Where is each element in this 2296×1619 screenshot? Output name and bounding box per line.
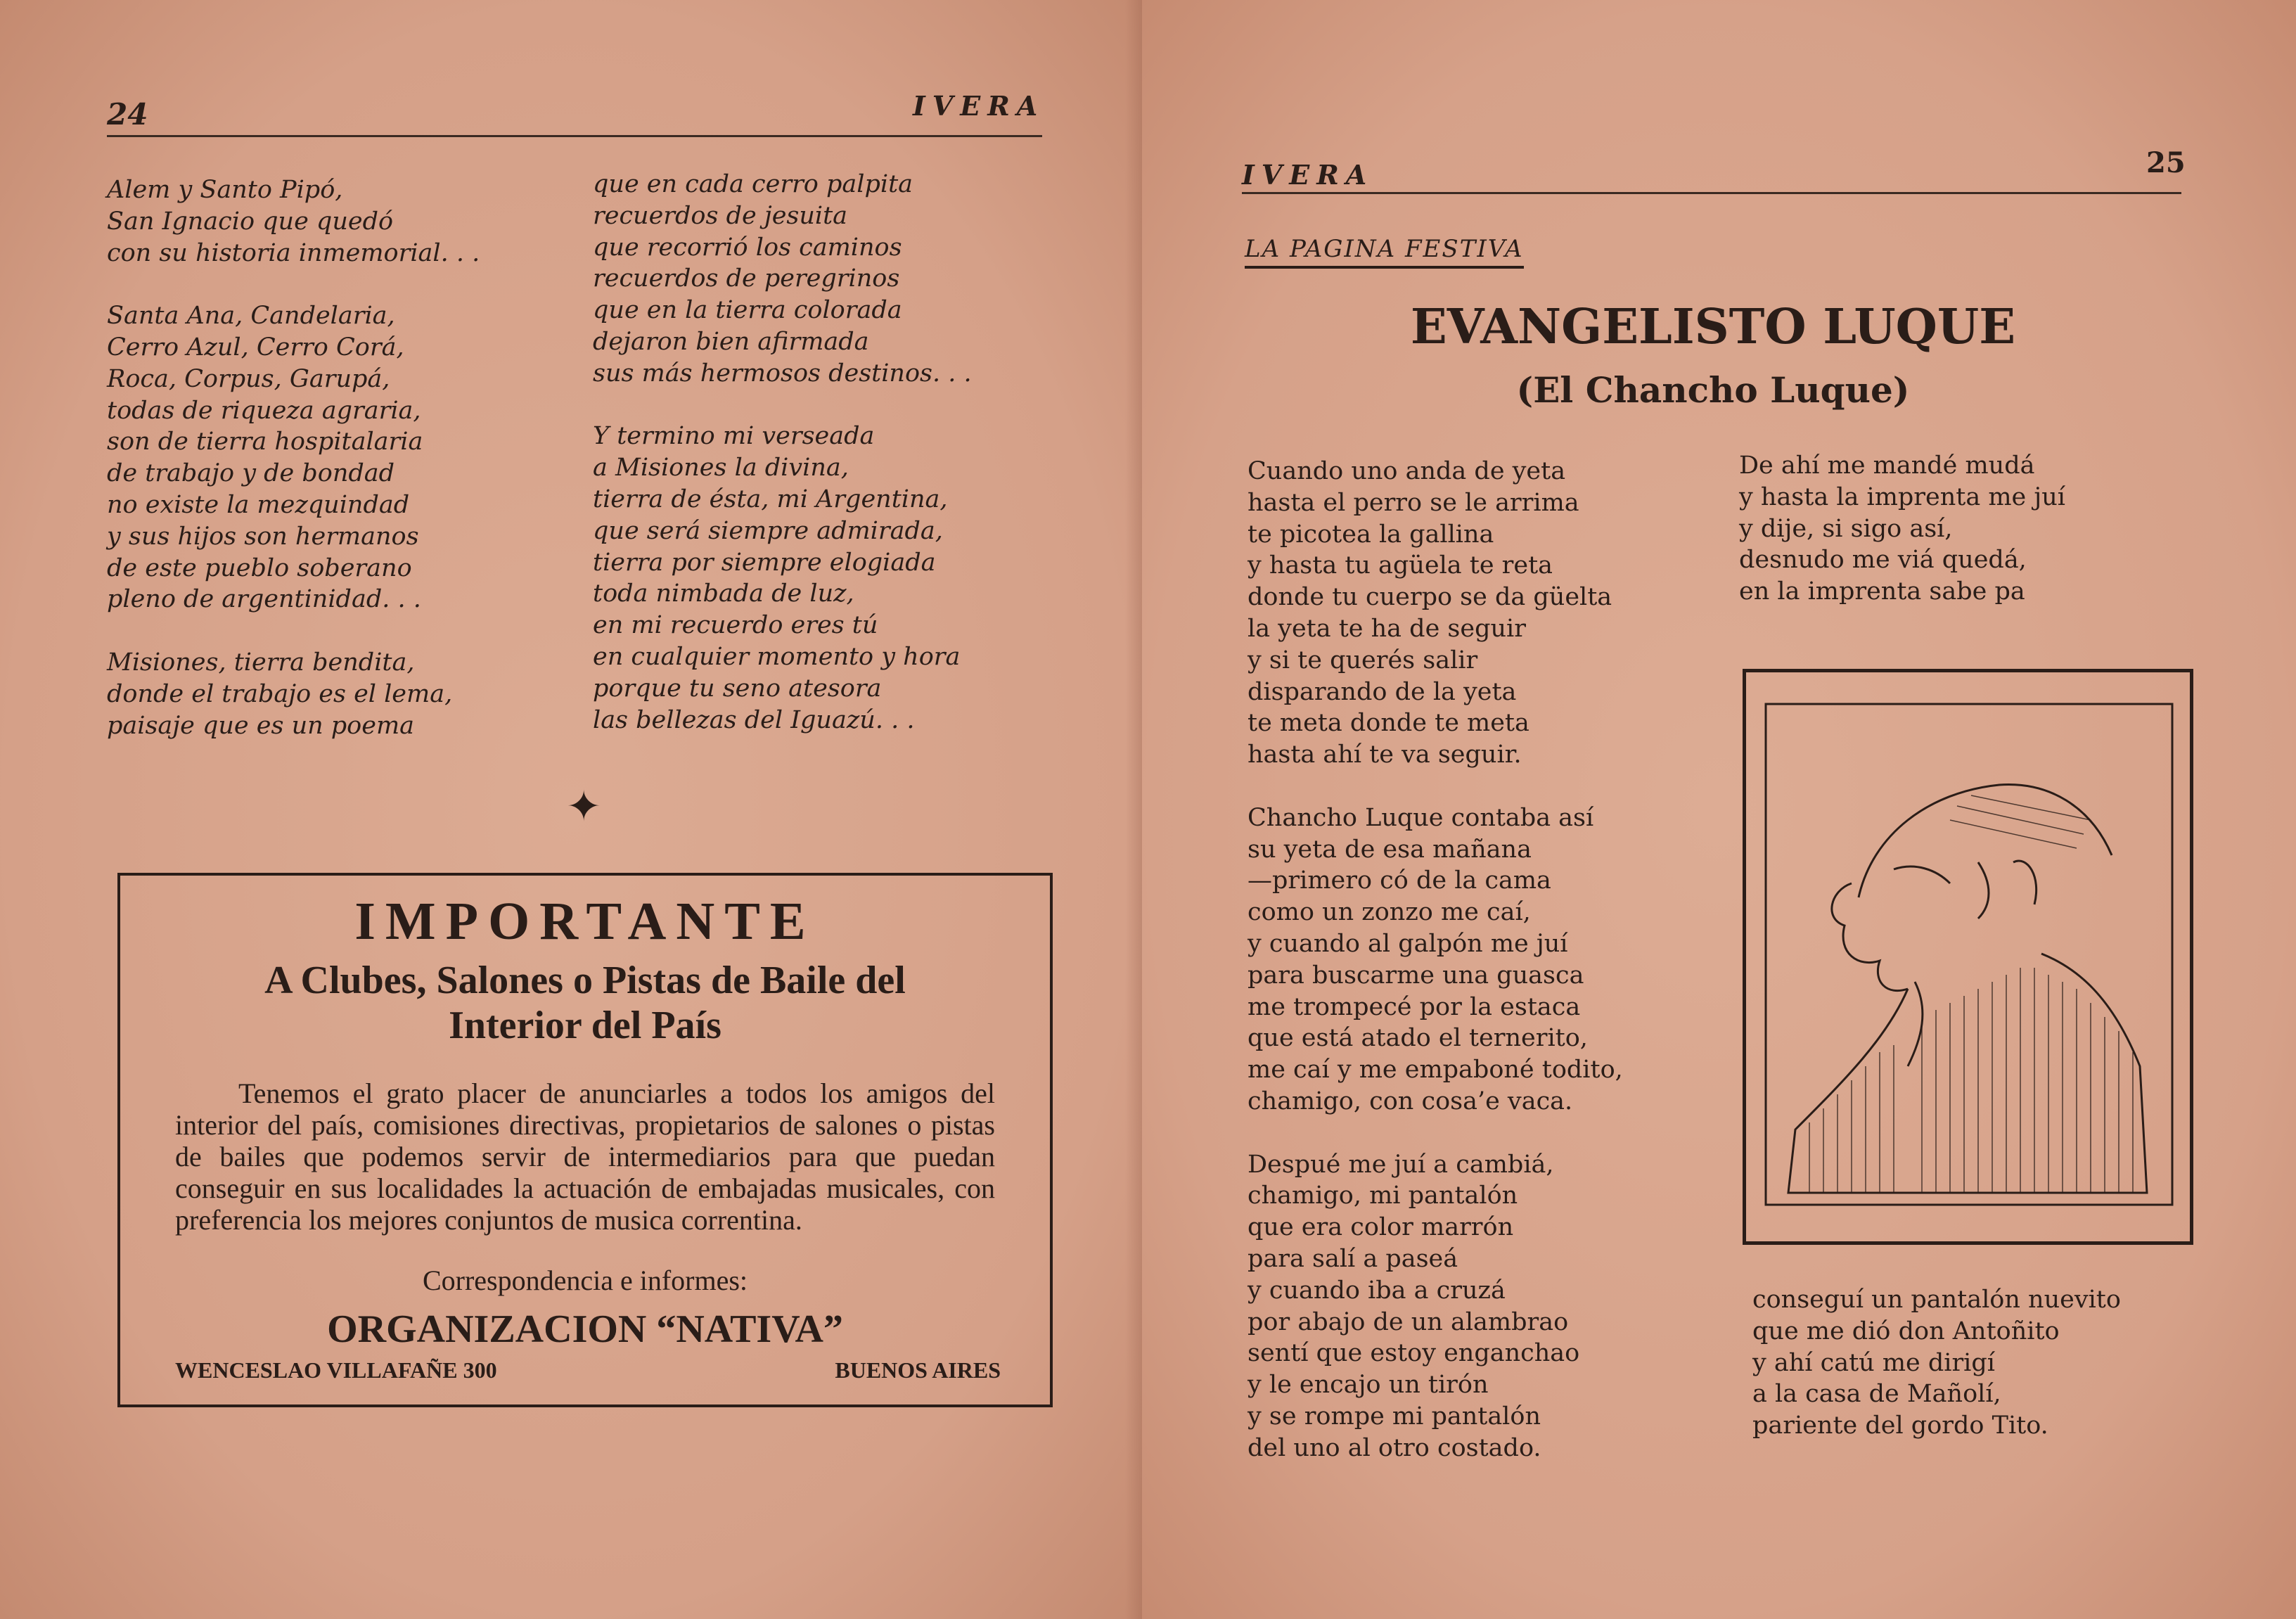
verse-line: pariente del gordo Tito. bbox=[1752, 1412, 2048, 1440]
verse-line: y si te querés salir bbox=[1248, 646, 1478, 674]
magazine-header: IVERA bbox=[1242, 159, 1374, 191]
ad-city: BUENOS AIRES bbox=[835, 1357, 1001, 1383]
verse-line: en cualquier momento y hora bbox=[593, 642, 961, 671]
verse-line: recuerdos de jesuita bbox=[593, 201, 848, 230]
verse-line: Chancho Luque contaba así bbox=[1248, 803, 1594, 832]
verse-line: tierra de ésta, mi Argentina, bbox=[593, 485, 948, 513]
verse-line: recuerdos de peregrinos bbox=[593, 264, 900, 293]
article-subtitle: (El Chancho Luque) bbox=[1516, 369, 1910, 411]
ad-organization: ORGANIZACION “NATIVA” bbox=[327, 1307, 843, 1351]
caricature-frame bbox=[1743, 669, 2193, 1245]
poem-column-1 bbox=[107, 174, 480, 741]
verse-line: de trabajo y de bondad bbox=[107, 459, 395, 488]
verse-line: que me dió don Antoñito bbox=[1752, 1317, 2060, 1345]
verse-line: De ahí me mandé mudá bbox=[1739, 452, 2035, 480]
ad-body: Tenemos el grato placer de anunciarles a todos los amigos del interior del país, comisiones directivas, propietarios de salones o pistas de bailes que podemos servir de intermediarios para que puedan conseguir en sus localidades la actuación de embajadas musicales, con preferencia los mejores conjuntos de musica correntina. bbox=[175, 1077, 995, 1236]
header-rule bbox=[1242, 192, 2181, 194]
verse-line: y ahí catú me dirigí bbox=[1752, 1348, 1995, 1377]
important-notice-box bbox=[117, 873, 1053, 1407]
verse-line: chamigo, mi pantalón bbox=[1248, 1182, 1518, 1210]
verse-line: por abajo de un alambrao bbox=[1248, 1307, 1569, 1336]
star-ornament-icon: ✦ bbox=[566, 782, 602, 831]
verse-line: tierra por siempre elogiada bbox=[593, 548, 936, 577]
section-label: LA PAGINA FESTIVA bbox=[1245, 235, 1524, 269]
verse-line: y cuando al galpón me juí bbox=[1248, 929, 1568, 958]
poem-column-2 bbox=[593, 169, 972, 736]
verse-line: conseguí un pantalón nuevito bbox=[1752, 1286, 2121, 1314]
page-number: 25 bbox=[2146, 146, 2186, 179]
verse-line: las bellezas del Iguazú. . . bbox=[593, 705, 915, 734]
verse-line bbox=[107, 269, 480, 300]
verse-line: te picotea la gallina bbox=[1248, 520, 1494, 549]
verse-line: en la imprenta sabe pa bbox=[1739, 577, 2025, 606]
page-number: 24 bbox=[107, 97, 148, 132]
verse-line: desnudo me viá quedá, bbox=[1739, 546, 2027, 575]
verse-line: sus más hermosos destinos. . . bbox=[593, 359, 972, 388]
verse-line: Roca, Corpus, Garupá, bbox=[107, 364, 390, 393]
verse-line: con su historia inmemorial. . . bbox=[107, 238, 480, 267]
right-page bbox=[1142, 0, 2296, 1619]
verse-line: Cuando uno anda de yeta bbox=[1248, 457, 1566, 485]
verse-line bbox=[593, 390, 972, 421]
verse-line: Alem y Santo Pipó, bbox=[107, 176, 343, 204]
ad-contact-label: Correspondencia e informes: bbox=[422, 1265, 748, 1296]
verse-line: Misiones, tierra bendita, bbox=[107, 648, 415, 677]
caricature-illustration bbox=[1746, 672, 2190, 1241]
magazine-header: IVERA bbox=[913, 90, 1045, 122]
verse-line bbox=[107, 615, 480, 647]
verse-line: que está atado el ternerito, bbox=[1248, 1024, 1588, 1053]
verse-line: hasta el perro se le arrima bbox=[1248, 488, 1579, 517]
verse-line: Santa Ana, Candelaria, bbox=[107, 302, 395, 331]
verse-line: —primero có de la cama bbox=[1248, 866, 1551, 895]
verse-line: y sus hijos son hermanos bbox=[107, 522, 419, 551]
verse-line: a Misiones la divina, bbox=[593, 454, 849, 482]
verse-line: como un zonzo me caí, bbox=[1248, 898, 1531, 927]
verse-line: sentí que estoy enganchao bbox=[1248, 1339, 1580, 1368]
verse-line: y le encajo un tirón bbox=[1248, 1371, 1489, 1400]
verse-line: Cerro Azul, Cerro Corá, bbox=[107, 333, 404, 361]
header-rule bbox=[107, 135, 1042, 137]
verse-line bbox=[1248, 1118, 1623, 1149]
verse-column-1 bbox=[1248, 456, 1623, 1464]
verse-line: donde tu cuerpo se da güelta bbox=[1248, 583, 1612, 612]
verse-line: que era color marrón bbox=[1248, 1213, 1514, 1242]
verse-line: Despué me juí a cambiá, bbox=[1248, 1150, 1554, 1179]
verse-line: Y termino mi verseada bbox=[593, 422, 875, 451]
verse-line: y hasta tu agüela te reta bbox=[1248, 551, 1553, 580]
verse-line: para salí a paseá bbox=[1248, 1244, 1458, 1273]
verse-line: a la casa de Mañolí, bbox=[1752, 1380, 2001, 1409]
verse-line: no existe la mezquindad bbox=[107, 490, 410, 519]
verse-line: paisaje que es un poema bbox=[107, 711, 415, 740]
verse-line: me trompecé por la estaca bbox=[1248, 992, 1581, 1021]
verse-column-2-top bbox=[1739, 450, 2065, 608]
verse-line bbox=[1248, 771, 1623, 802]
ad-title: IMPORTANTE bbox=[354, 892, 816, 951]
ad-address: WENCESLAO VILLAFAÑE 300 bbox=[175, 1357, 497, 1383]
verse-line: y cuando iba a cruzá bbox=[1248, 1276, 1506, 1305]
verse-line: te meta donde te meta bbox=[1248, 709, 1529, 738]
ad-subtitle-2: Interior del País bbox=[449, 1004, 721, 1047]
verse-line: dejaron bien afirmada bbox=[593, 327, 869, 356]
verse-line: que en cada cerro palpita bbox=[593, 170, 913, 198]
verse-line: pleno de argentinidad. . . bbox=[107, 585, 421, 614]
verse-line: porque tu seno atesora bbox=[593, 674, 882, 703]
verse-line: para buscarme una guasca bbox=[1248, 961, 1584, 990]
verse-line: la yeta te ha de seguir bbox=[1248, 614, 1526, 643]
verse-line: chamigo, con cosa’e vaca. bbox=[1248, 1087, 1573, 1115]
verse-line: y se rompe mi pantalón bbox=[1248, 1402, 1541, 1431]
verse-line: y hasta la imprenta me juí bbox=[1739, 482, 2065, 511]
verse-column-2-bottom bbox=[1752, 1284, 2121, 1442]
verse-line: del uno al otro costado. bbox=[1248, 1433, 1541, 1462]
left-page bbox=[0, 0, 1142, 1619]
verse-line: de este pueblo soberano bbox=[107, 553, 412, 582]
verse-line: y dije, si sigo así, bbox=[1739, 514, 1953, 543]
verse-line: toda nimbada de luz, bbox=[593, 580, 854, 608]
verse-line: que será siempre admirada, bbox=[593, 516, 943, 545]
verse-line: San Ignacio que quedó bbox=[107, 207, 394, 236]
verse-line: que recorrió los caminos bbox=[593, 233, 902, 262]
ad-subtitle-1: A Clubes, Salones o Pistas de Baile del bbox=[264, 959, 906, 1002]
verse-line: su yeta de esa mañana bbox=[1248, 835, 1532, 864]
verse-line: disparando de la yeta bbox=[1248, 677, 1517, 706]
verse-line: en mi recuerdo eres tú bbox=[593, 611, 878, 640]
verse-line: son de tierra hospitalaria bbox=[107, 428, 423, 456]
verse-line: hasta ahí te va seguir. bbox=[1248, 741, 1522, 769]
verse-line: donde el trabajo es el lema, bbox=[107, 679, 453, 708]
article-title: EVANGELISTO LUQUE bbox=[1410, 299, 2016, 355]
verse-line: que en la tierra colorada bbox=[593, 296, 902, 325]
verse-line: todas de riqueza agraria, bbox=[107, 396, 421, 425]
verse-line: me caí y me empaboné todito, bbox=[1248, 1056, 1623, 1084]
